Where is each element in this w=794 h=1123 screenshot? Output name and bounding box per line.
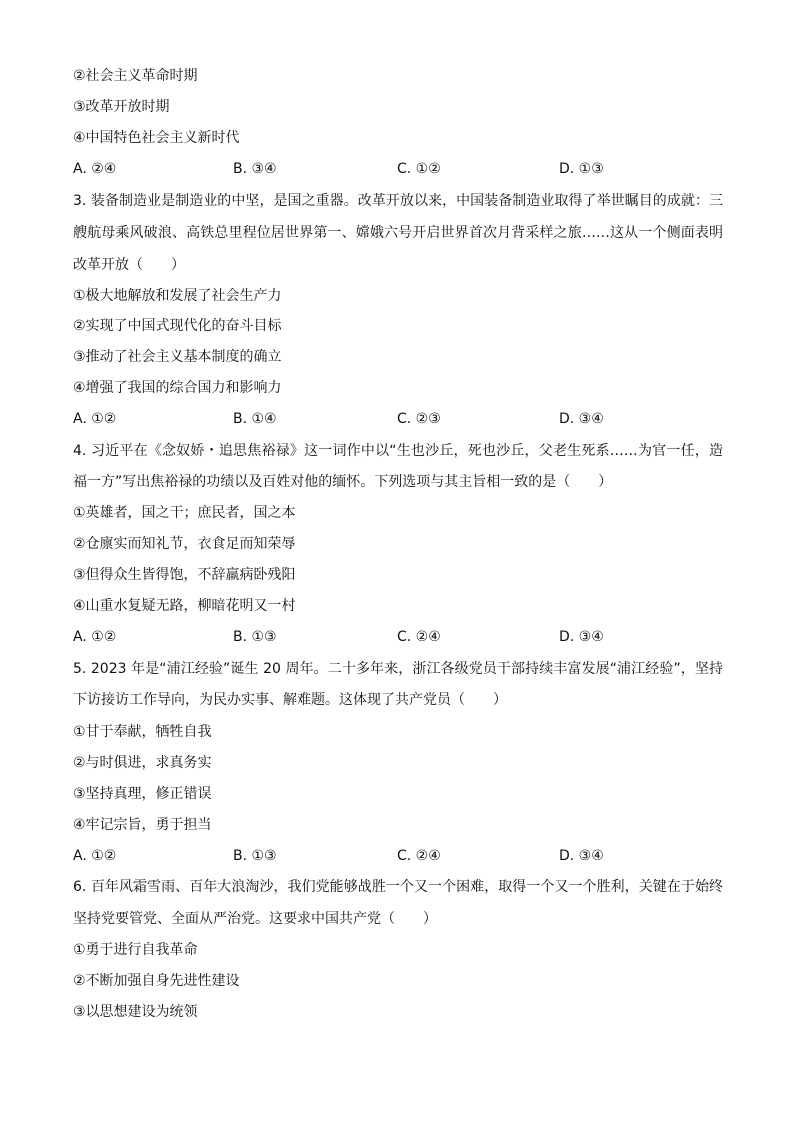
q4-option-b: B. ①③ [233,629,277,645]
q6-stem-line-2: 坚持党要管党、全面从严治党。这要求中国共产党（ ） [73,911,437,927]
q2-options [73,159,723,179]
q3-option-a: A. ①② [73,411,117,427]
q4-options [73,627,723,647]
q2-option-c: C. ①② [397,161,441,177]
q4-stem-line-2: 福一方”写出焦裕禄的功绩以及百姓对他的缅怀。下列选项与其主旨相一致的是（ ） [73,474,613,490]
q5-option-d: D. ③④ [559,848,604,864]
q3-option-b: B. ①④ [233,411,277,427]
q3-stem-line-1: 3. 装备制造业是制造业的中坚，是国之重器。改革开放以来，中国装备制造业取得了举世瞩目的成就：三 [73,193,723,209]
q5-item-4: ④牢记宗旨，勇于担当 [73,817,212,833]
q4-option-d: D. ③④ [559,629,604,645]
q3-stem-line-3: 改革开放（ ） [73,257,185,273]
q2-option-d: D. ①③ [559,161,604,177]
q6-stem-line-1: 6. 百年风霜雪雨、百年大浪淘沙，我们党能够战胜一个又一个困难，取得一个又一个胜利，关键在于始终 [73,879,723,895]
q4-item-3: ③但得众生皆得饱，不辞羸病卧残阳 [73,567,296,583]
q6-item-1: ①勇于进行自我革命 [73,942,198,958]
q3-item-3: ③推动了社会主义基本制度的确立 [73,349,282,365]
q3-option-c: C. ②③ [397,411,441,427]
q5-item-3: ③坚持真理，修正错误 [73,786,212,802]
q4-item-4: ④山重水复疑无路，柳暗花明又一村 [73,598,296,614]
q3-options [73,409,723,429]
q5-option-b: B. ①③ [233,848,277,864]
q4-item-1: ①英雄者，国之干；庶民者，国之本 [73,505,296,521]
q2-option-b: B. ③④ [233,161,277,177]
q5-option-c: C. ②④ [397,848,441,864]
q3-stem-line-2: 艘航母乘风破浪、高铁总里程位居世界第一、嫦娥六号开启世界首次月背采样之旅……这从一个侧面表明 [73,225,723,241]
q4-item-2: ②仓廪实而知礼节，衣食足而知荣辱 [73,536,296,552]
q2-item-4: ④中国特色社会主义新时代 [73,130,240,146]
q2-item-3: ③改革开放时期 [73,99,170,115]
q5-item-2: ②与时俱进，求真务实 [73,755,212,771]
q6-item-2: ②不断加强自身先进性建设 [73,973,240,989]
q2-option-a: A. ②④ [73,161,117,177]
q6-item-3: ③以思想建设为统领 [73,1004,198,1020]
q4-stem-line-1: 4. 习近平在《念奴娇・追思焦裕禄》这一词作中以“生也沙丘，死也沙丘，父老生死系……为官一任，造 [73,443,723,459]
q3-option-d: D. ③④ [559,411,604,427]
q5-option-a: A. ①② [73,848,117,864]
q2-item-2: ②社会主义革命时期 [73,68,198,84]
q5-options [73,846,723,866]
q3-item-1: ①极大地解放和发展了社会生产力 [73,288,282,304]
q5-item-1: ①甘于奉献，牺牲自我 [73,724,212,740]
q5-stem-line-1: 5. 2023 年是“浦江经验”诞生 20 周年。二十多年来，浙江各级党员干部持续丰富发展“浦江经验”，坚持 [73,661,723,677]
q5-stem-line-2: 下访接访工作导向，为民办实事、解难题。这体现了共产党员（ ） [73,692,507,708]
q3-item-4: ④增强了我国的综合国力和影响力 [73,380,282,396]
q4-option-a: A. ①② [73,629,117,645]
q4-option-c: C. ②④ [397,629,441,645]
q3-item-2: ②实现了中国式现代化的奋斗目标 [73,318,282,334]
